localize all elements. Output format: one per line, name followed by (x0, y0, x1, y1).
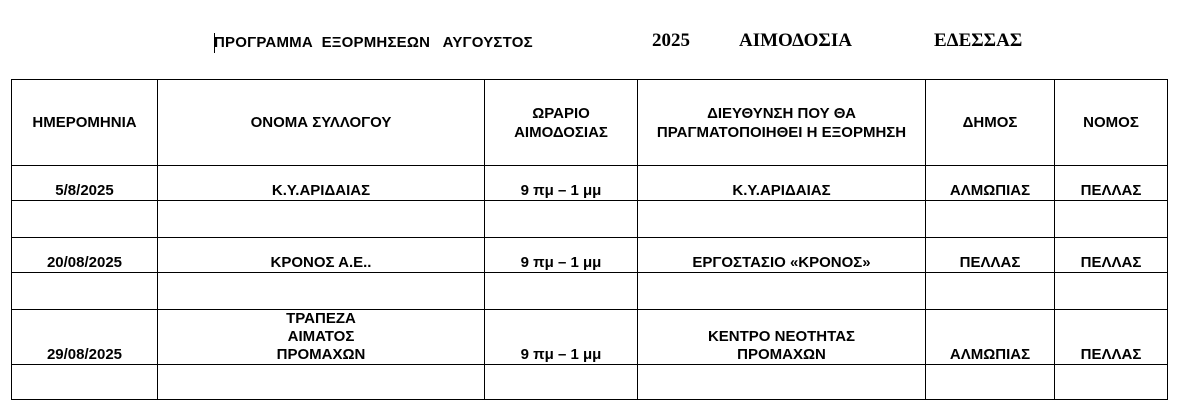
cell-date: 20/08/2025 (12, 238, 158, 273)
empty-row (12, 273, 1168, 310)
title-blood-donation: ΑΙΜΟΔΟΣΙΑ (739, 30, 852, 51)
header-municipality: ΔΗΜΟΣ (926, 80, 1055, 166)
table-row (12, 238, 1168, 273)
cell-address: ΕΡΓΟΣΤΑΣΙΟ «ΚΡΟΝΟΣ» (638, 238, 926, 273)
cell-municipality: ΑΛΜΩΠΙΑΣ (926, 166, 1055, 201)
header-date: ΗΜΕΡΟΜΗΝΙΑ (12, 80, 158, 166)
cell-date: 5/8/2025 (12, 166, 158, 201)
header-association: ΟΝΟΜΑ ΣΥΛΛΟΓΟΥ (158, 80, 485, 166)
header-hours: ΩΡΑΡΙΟ ΑΙΜΟΔΟΣΙΑΣ (485, 80, 638, 166)
cell-association: ΚΡΟΝΟΣ Α.Ε.. (158, 238, 485, 273)
document-title (0, 28, 1197, 58)
schedule-table (11, 79, 1168, 400)
cell-address: Κ.Υ.ΑΡΙΔΑΙΑΣ (638, 166, 926, 201)
cell-hours: 9 πμ – 1 μμ (485, 310, 638, 365)
cell-prefecture: ΠΕΛΛΑΣ (1055, 310, 1168, 365)
header-row (12, 80, 1168, 166)
header-prefecture: ΝΟΜΟΣ (1055, 80, 1168, 166)
cell-prefecture: ΠΕΛΛΑΣ (1055, 166, 1168, 201)
header-address: ΔΙΕΥΘΥΝΣΗ ΠΟΥ ΘΑ ΠΡΑΓΜΑΤΟΠΟΙΗΘΕΙ Η ΕΞΟΡΜΗΣΗ (638, 80, 926, 166)
empty-row (12, 201, 1168, 238)
title-city: ΕΔΕΣΣΑΣ (934, 30, 1023, 51)
cell-association: Κ.Υ.ΑΡΙΔΑΙΑΣ (158, 166, 485, 201)
title-year: 2025 (652, 30, 690, 51)
cell-address: ΚΕΝΤΡΟ ΝΕΟΤΗΤΑΣ ΠΡΟΜΑΧΩΝ (638, 310, 926, 365)
cell-municipality: ΠΕΛΛΑΣ (926, 238, 1055, 273)
empty-row (12, 365, 1168, 400)
cell-date: 29/08/2025 (12, 310, 158, 365)
cell-municipality: ΑΛΜΩΠΙΑΣ (926, 310, 1055, 365)
cell-prefecture: ΠΕΛΛΑΣ (1055, 238, 1168, 273)
cell-hours: 9 πμ – 1 μμ (485, 238, 638, 273)
title-program: ΠΡΟΓΡΑΜΜΑ ΕΞΟΡΜΗΣΕΩΝ ΑΥΓΟΥΣΤΟΣ (214, 34, 533, 51)
table-row (12, 166, 1168, 201)
table-row (12, 310, 1168, 365)
cell-hours: 9 πμ – 1 μμ (485, 166, 638, 201)
cell-association: ΤΡΑΠΕΖΑ ΑΙΜΑΤΟΣ ΠΡΟΜΑΧΩΝ (158, 310, 485, 365)
